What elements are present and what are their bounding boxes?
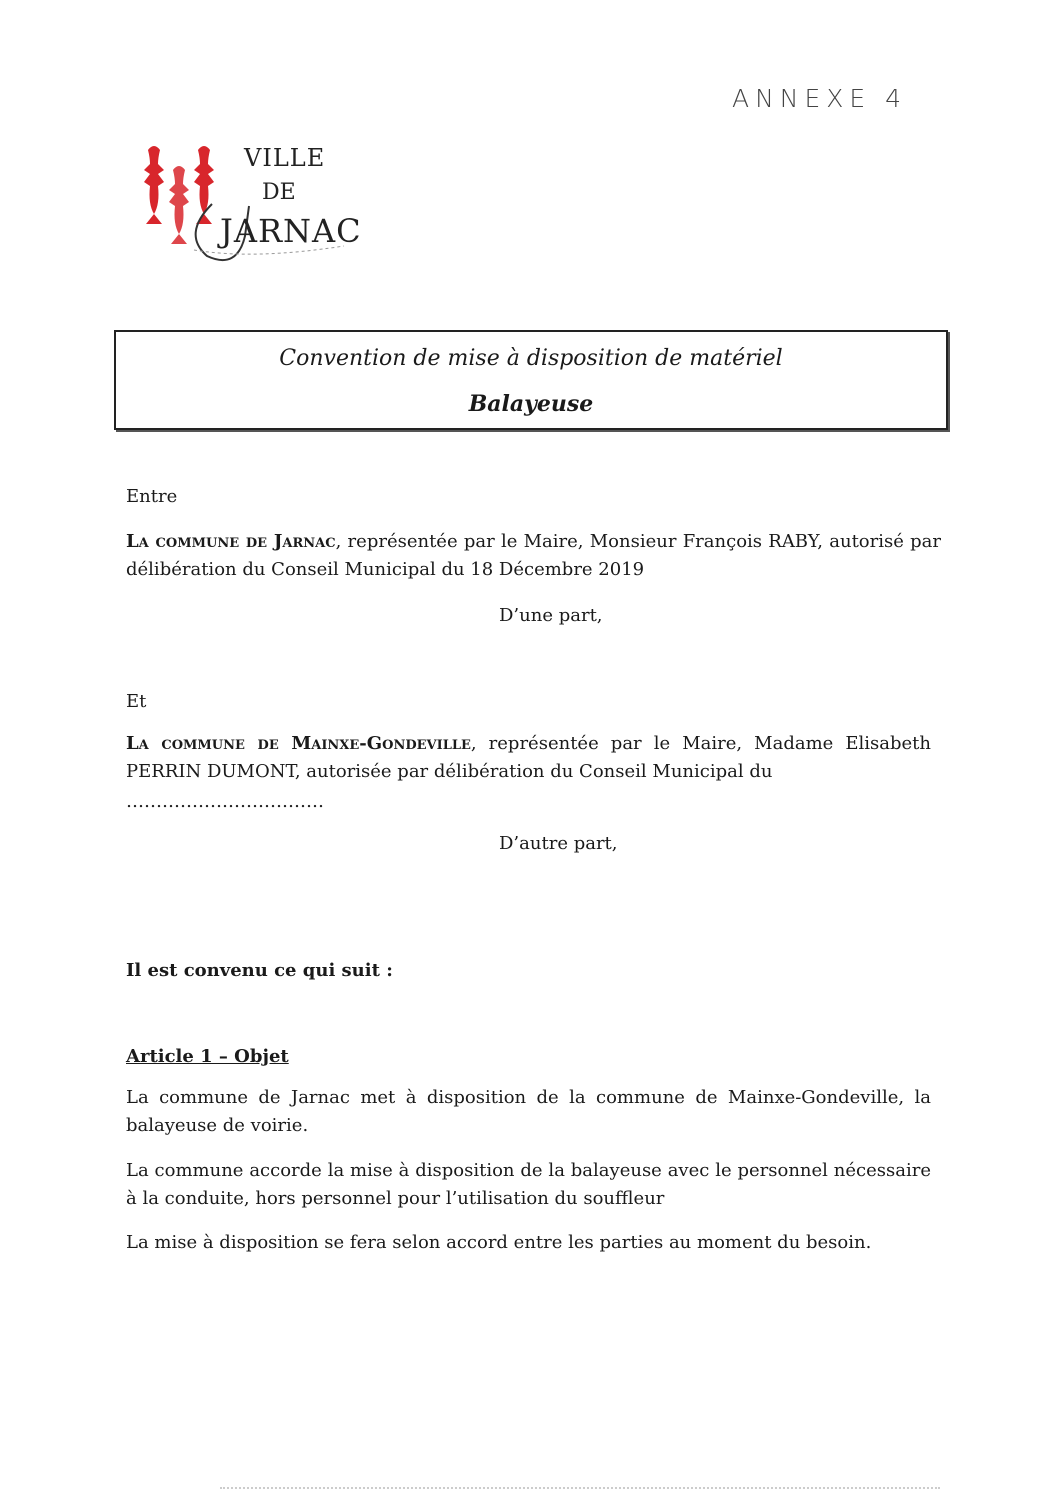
party1-paragraph — [126, 528, 941, 584]
article1-paragraph-3: La mise à disposition se fera selon accord entre les parties au moment du besoin. — [126, 1232, 872, 1253]
party2-paragraph — [126, 730, 931, 786]
logo-de: DE — [262, 180, 296, 205]
party1-name: La commune de Jarnac — [126, 531, 336, 552]
party2-dots: …………………………… — [126, 791, 324, 812]
party1-close: D’une part, — [499, 605, 603, 626]
annex-label: ANNEXE 4 — [732, 84, 908, 113]
agreement-heading: Il est convenu ce qui suit : — [126, 960, 393, 981]
scan-artifact-line — [220, 1487, 940, 1490]
title-box — [114, 330, 948, 430]
logo-jarnac: JARNAC — [220, 212, 362, 250]
document-title: Convention de mise à disposition de matériel — [279, 346, 783, 371]
party2-text: , représentée par le Maire, Madame Elisabeth PERRIN DUMONT, autorisée par délibération du Conseil Municipal du — [126, 733, 931, 782]
party2-close: D’autre part, — [499, 833, 618, 854]
intro-entre: Entre — [126, 486, 178, 507]
logo-ville: VILLE — [244, 144, 326, 172]
jarnac-logo — [134, 142, 374, 268]
article1-heading: Article 1 – Objet — [126, 1046, 289, 1067]
article1-paragraph-1: La commune de Jarnac met à disposition de la commune de Mainxe-Gondeville, la balayeuse de voirie. — [126, 1087, 931, 1136]
party2-name: La commune de Mainxe-Gondeville — [126, 733, 471, 754]
article1-paragraph-2: La commune accorde la mise à disposition de la balayeuse avec le personnel nécessaire à la conduite, hors personnel pour l’utilisation du souffleur — [126, 1160, 931, 1209]
document-subtitle: Balayeuse — [468, 391, 594, 417]
party1-text: , représentée par le Maire, Monsieur François RABY, autorisé par délibération du Conseil Municipal du 18 Décembre 2019 — [126, 531, 941, 580]
and-label: Et — [126, 691, 147, 712]
